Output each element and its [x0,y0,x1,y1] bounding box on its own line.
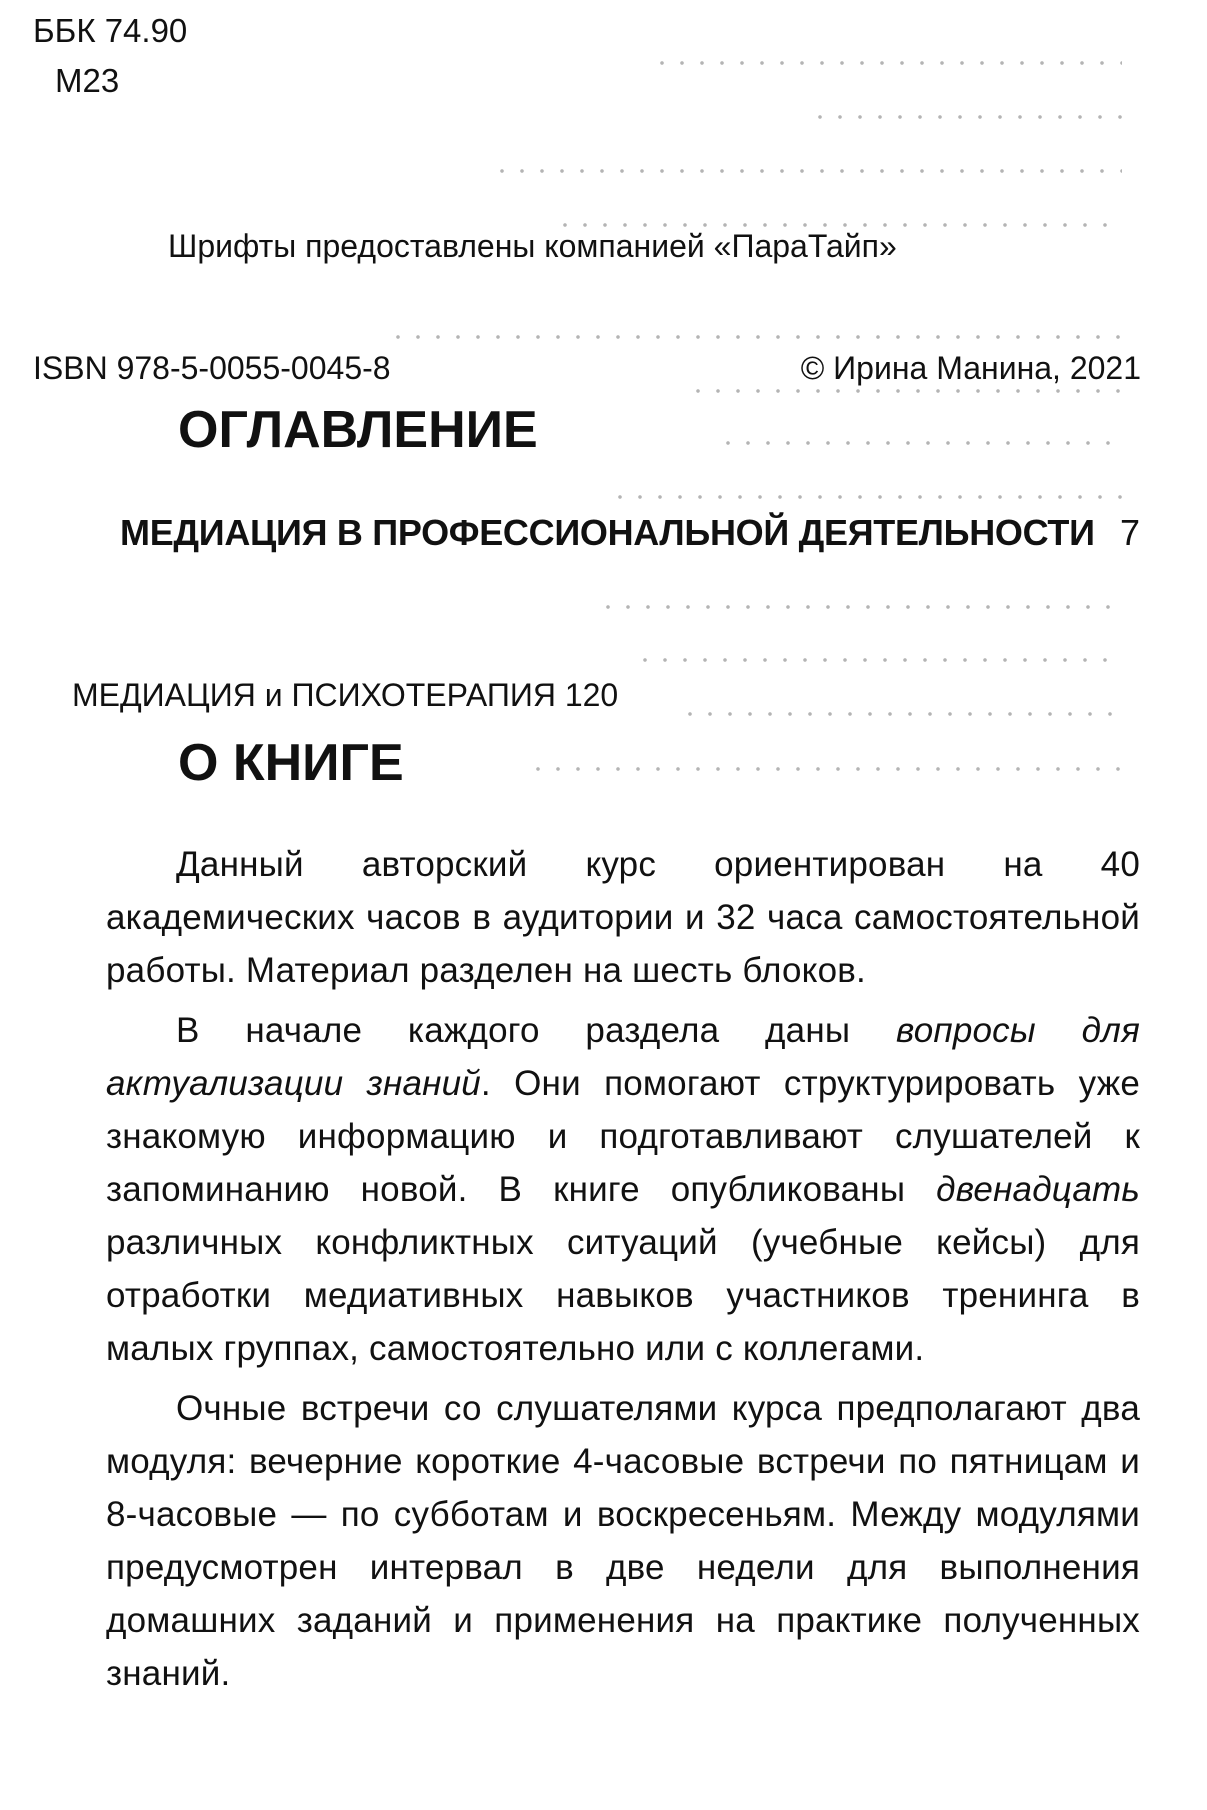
about-body [106,838,1140,1707]
dotted-line [528,766,1122,772]
paragraph-text: В начале каждого раздела даны [176,1011,896,1050]
dotted-line [652,60,1122,66]
paragraph-text: различных конфликтных ситуаций (учебные кейсы) для отработки медиативных навыков участников тренинга в малых группах, самостоятельно или с коллегами. [106,1223,1140,1368]
emphasis-text: двенадцать [936,1170,1140,1209]
about-paragraph-1: Данный авторский курс ориентирован на 40 академических часов в аудитории и 32 часа самостоятельной работы. Материал разделен на шесть блоков. [106,845,1140,990]
dotted-line [492,168,1122,174]
author-mark: М23 [55,62,120,99]
dotted-line [810,114,1122,120]
toc-entry-label[interactable]: МЕДИАЦИЯ В ПРОФЕССИОНАЛЬНОЙ ДЕЯТЕЛЬНОСТИ [120,512,1095,553]
dotted-line [688,388,1122,394]
dotted-line [635,657,1122,663]
dotted-line [718,440,1122,446]
isbn: ISBN 978-5-0055-0045-8 [33,350,391,386]
about-paragraph-3: Очные встречи со слушателями курса предполагают два модуля: вечерние короткие 4-часовые встречи по пятницам и 8-часовые — по субботам и воскресеньям. Между модулями предусмотрен интервал в две недели для выполнения домашних заданий и применения на практике полученных знаний. [106,1389,1140,1693]
dotted-line [598,604,1122,610]
copyright: © Ирина Манина, 2021 [800,350,1141,386]
dotted-line [680,711,1122,717]
toc-entry-label[interactable]: МЕДИАЦИЯ и ПСИХОТЕРАПИЯ 120 [72,677,619,713]
bbk-code: ББК 74.90 [33,12,188,49]
toc-title: ОГЛАВЛЕНИЕ [178,401,538,459]
about-title: О КНИГЕ [178,734,404,792]
about-paragraph-2 [106,1004,1140,1375]
dotted-line [610,494,1122,500]
emphasis-text: вопросы для актуализации знаний [106,1011,1140,1103]
fonts-note: Шрифты предоставлены компанией «ПараТайп» [168,228,897,264]
dotted-line [388,334,1122,340]
toc-entry-page: 7 [1120,512,1141,553]
paragraph-text: . Они помогают структурировать уже знакомую информацию и подготавливают слушателей к запоминанию новой. В книге опубликованы [106,1064,1140,1209]
